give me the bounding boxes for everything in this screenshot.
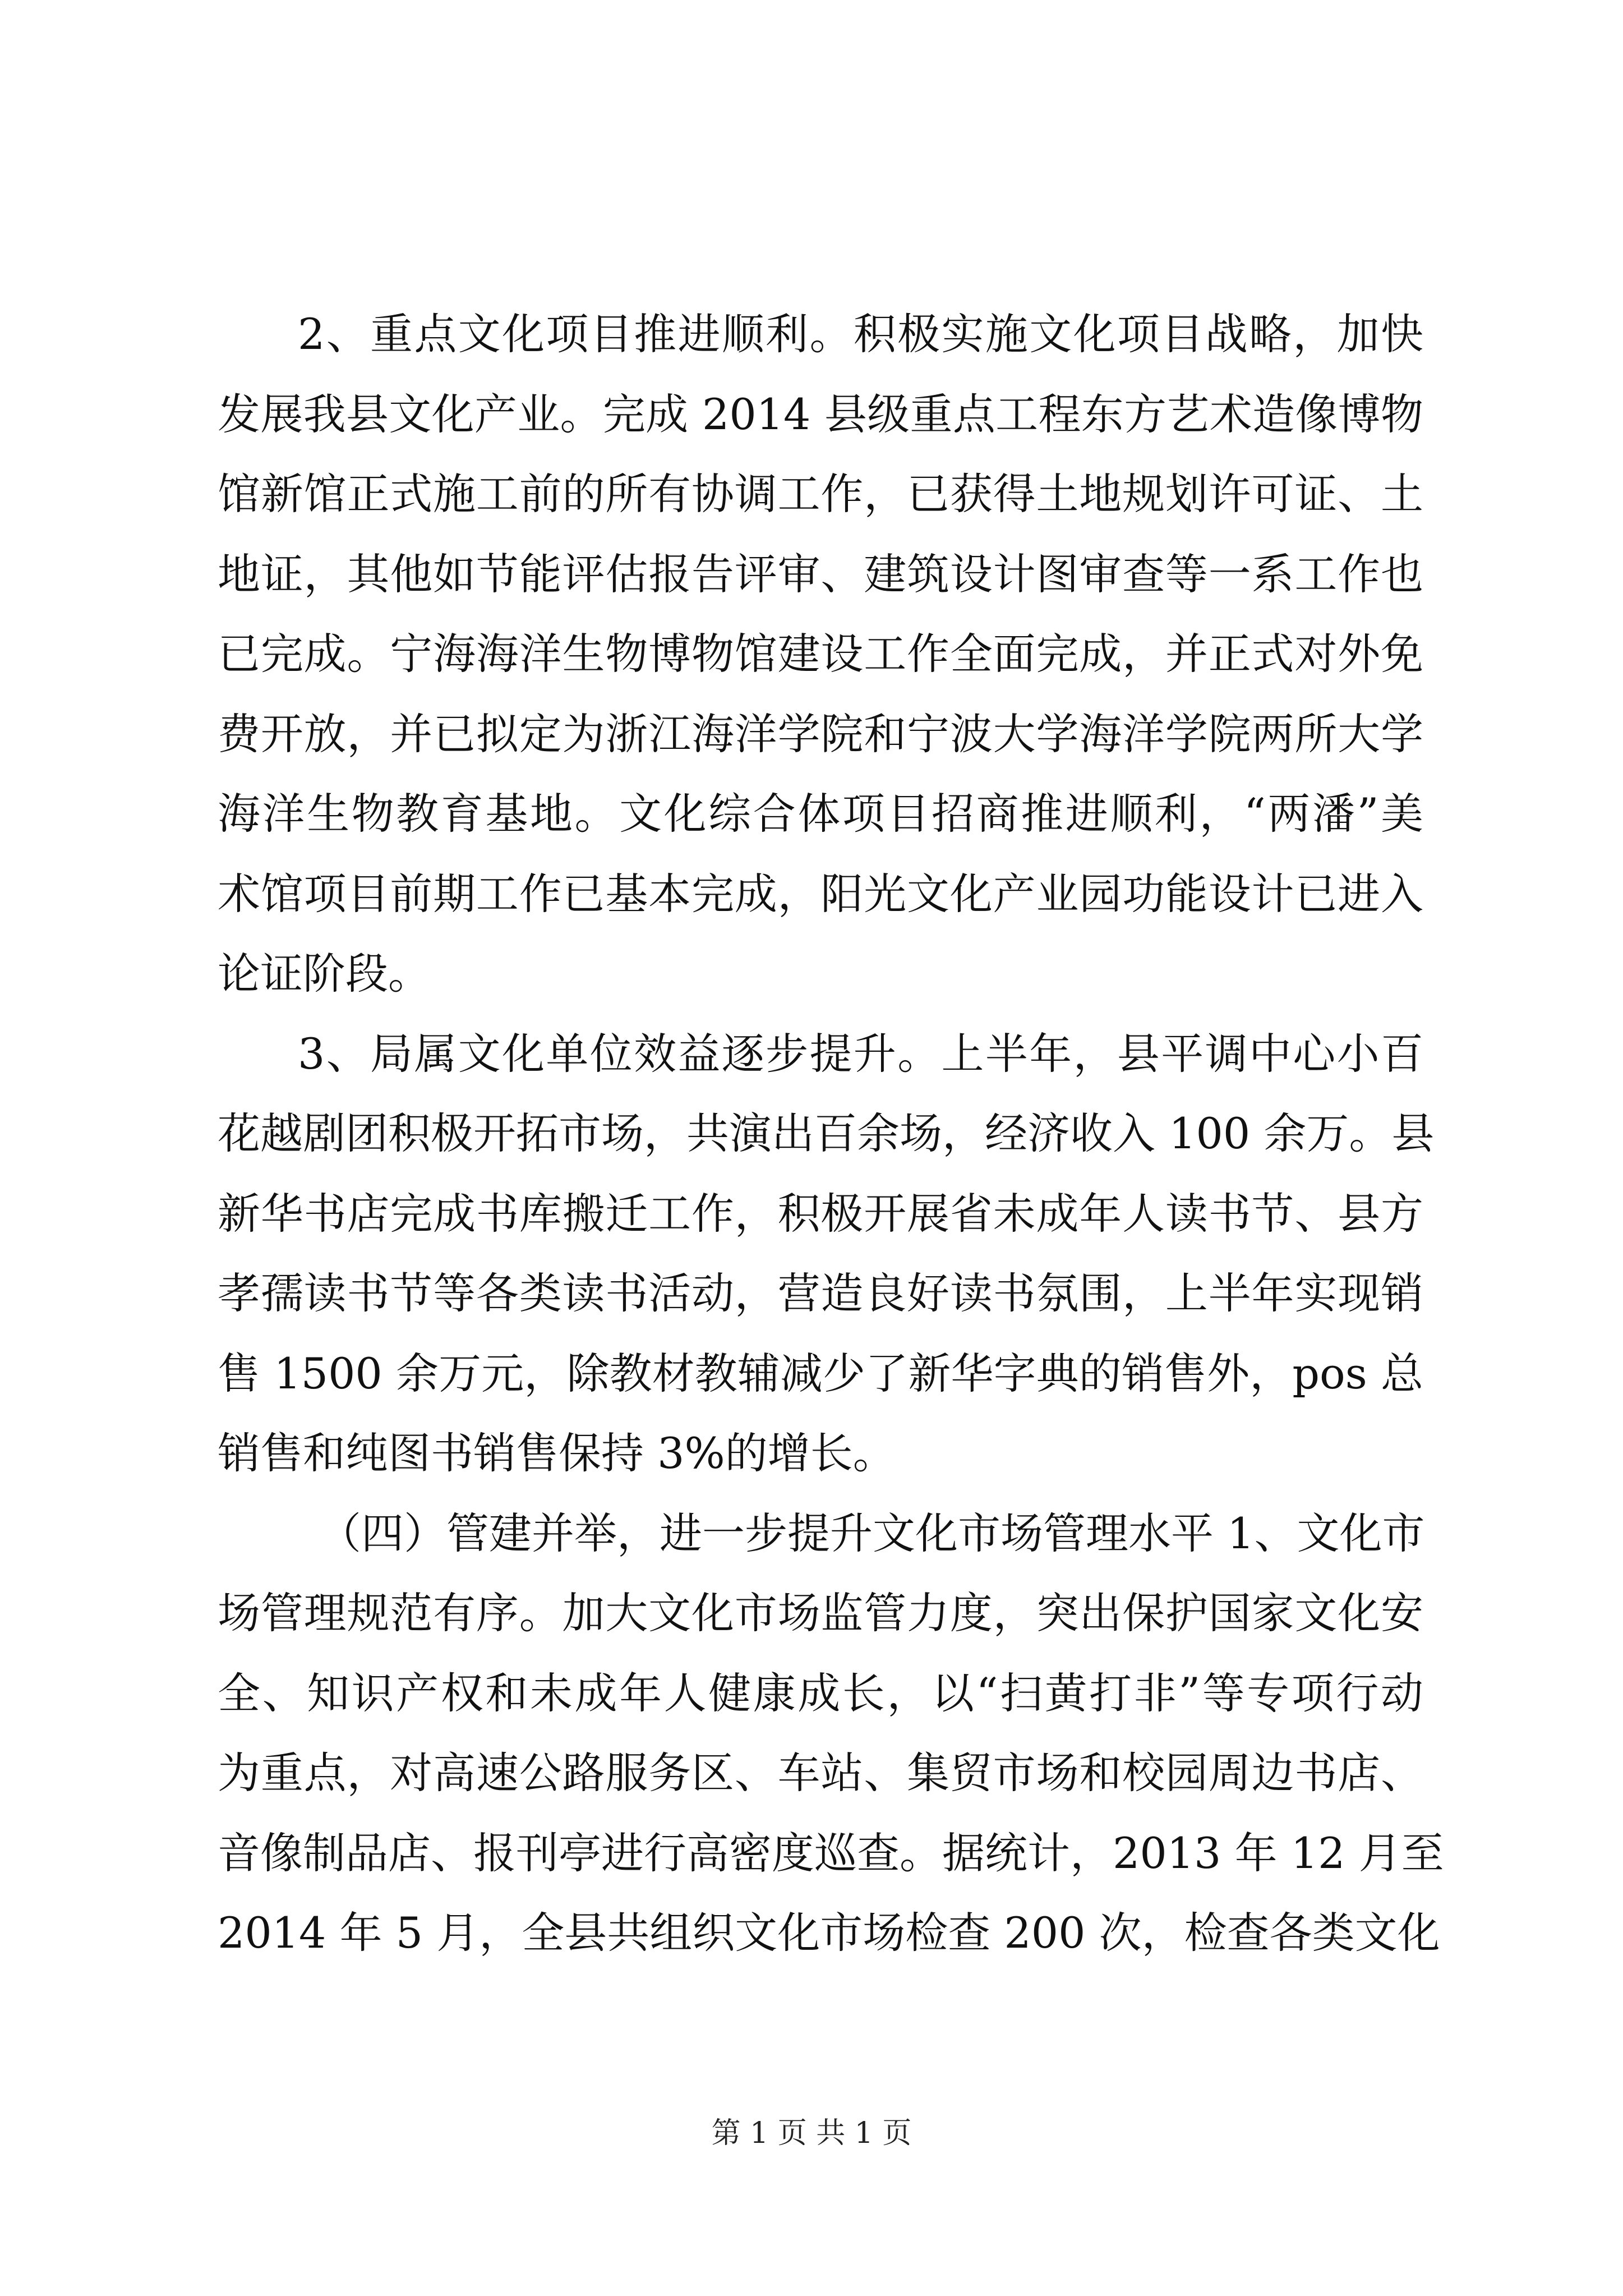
paragraph-line: 论证阶段。 (218, 949, 431, 999)
paragraph-line: 地证，其他如节能评估报告评审、建筑设计图审查等一系工作也 (218, 549, 1423, 599)
paragraph-line: 场管理规范有序。加大文化市场监管力度，突出保护国家文化安 (218, 1588, 1423, 1638)
paragraph-line: 费开放，并已拟定为浙江海洋学院和宁波大学海洋学院两所大学 (218, 708, 1423, 759)
paragraph-line: 术馆项目前期工作已基本完成，阳光文化产业园功能设计已进入 (218, 868, 1423, 919)
paragraph-line: 销售和纯图书销售保持 3%的增长。 (218, 1428, 896, 1478)
page-footer: 第 1 页 共 1 页 (711, 2116, 912, 2150)
paragraph-line: 2、重点文化项目推进顺利。积极实施文化项目战略，加快 (298, 309, 1423, 359)
body-text (218, 295, 1444, 1973)
paragraph-line: 发展我县文化产业。完成 2014 县级重点工程东方艺术造像博物 (218, 389, 1423, 439)
paragraph-line: 音像制品店、报刊亭进行高密度巡查。据统计，2013 年 12 月至 (218, 1828, 1444, 1878)
paragraph-line: 孝孺读书节等各类读书活动，营造良好读书氛围，上半年实现销 (218, 1268, 1423, 1318)
paragraph-line: 3、局属文化单位效益逐步提升。上半年，县平调中心小百 (298, 1028, 1423, 1079)
paragraph-line: 新华书店完成书库搬迁工作，积极开展省未成年人读书节、县方 (218, 1188, 1423, 1239)
paragraph-line: 已完成。宁海海洋生物博物馆建设工作全面完成，并正式对外免 (218, 629, 1423, 679)
paragraph-line: 花越剧团积极开拓市场，共演出百余场，经济收入 100 余万。县 (218, 1108, 1435, 1158)
paragraph-line: 馆新馆正式施工前的所有协调工作，已获得土地规划许可证、土 (218, 469, 1423, 519)
paragraph-line: 2014 年 5 月，全县共组织文化市场检查 200 次，检查各类文化 (218, 1908, 1440, 1958)
paragraph-line: 售 1500 余万元，除教材教辅减少了新华字典的销售外，pos 总 (218, 1348, 1423, 1398)
paragraph-line: 海洋生物教育基地。文化综合体项目招商推进顺利，“两潘”美 (218, 789, 1423, 839)
paragraph-line: 全、知识产权和未成年人健康成长，以“扫黄打非”等专项行动 (218, 1668, 1423, 1718)
paragraph-line: 为重点，对高速公路服务区、车站、集贸市场和校园周边书店、 (218, 1748, 1423, 1798)
paragraph-line: （四）管建并举，进一步提升文化市场管理水平 1、文化市 (319, 1508, 1425, 1558)
